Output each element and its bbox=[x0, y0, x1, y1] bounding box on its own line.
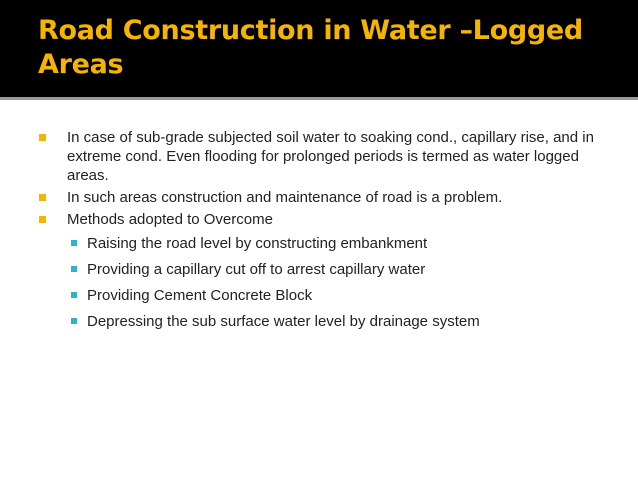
square-bullet-icon bbox=[71, 266, 77, 272]
square-bullet-icon bbox=[39, 194, 46, 201]
square-bullet-icon bbox=[39, 134, 46, 141]
slide-title: Road Construction in Water –Logged Areas bbox=[38, 15, 583, 80]
sub-bullet-item bbox=[38, 312, 613, 331]
square-bullet-icon bbox=[71, 292, 77, 298]
sub-bullet-text: Providing a capillary cut off to arrest capillary water bbox=[87, 261, 426, 278]
bullet-text: In case of sub-grade subjected soil water to soaking cond., capillary rise, and in extreme cond. Even flooding for prolonged periods is termed as water logged areas. bbox=[67, 129, 594, 184]
bullet-text: Methods adopted to Overcome bbox=[67, 211, 273, 228]
sub-bullet-text: Depressing the sub surface water level by drainage system bbox=[87, 313, 480, 330]
bullet-item bbox=[38, 188, 613, 207]
square-bullet-icon bbox=[39, 216, 46, 223]
sub-bullet-text: Raising the road level by constructing embankment bbox=[87, 235, 428, 252]
square-bullet-icon bbox=[71, 240, 77, 246]
bullet-text: In such areas construction and maintenance of road is a problem. bbox=[67, 189, 503, 206]
sub-bullet-item bbox=[38, 260, 613, 279]
title-bar bbox=[0, 0, 638, 100]
square-bullet-icon bbox=[71, 318, 77, 324]
slide-content bbox=[38, 128, 613, 338]
sub-bullet-item bbox=[38, 234, 613, 253]
bullet-item bbox=[38, 210, 613, 229]
sub-bullet-item bbox=[38, 286, 613, 305]
bullet-item bbox=[38, 128, 613, 185]
sub-bullet-text: Providing Cement Concrete Block bbox=[87, 287, 313, 304]
